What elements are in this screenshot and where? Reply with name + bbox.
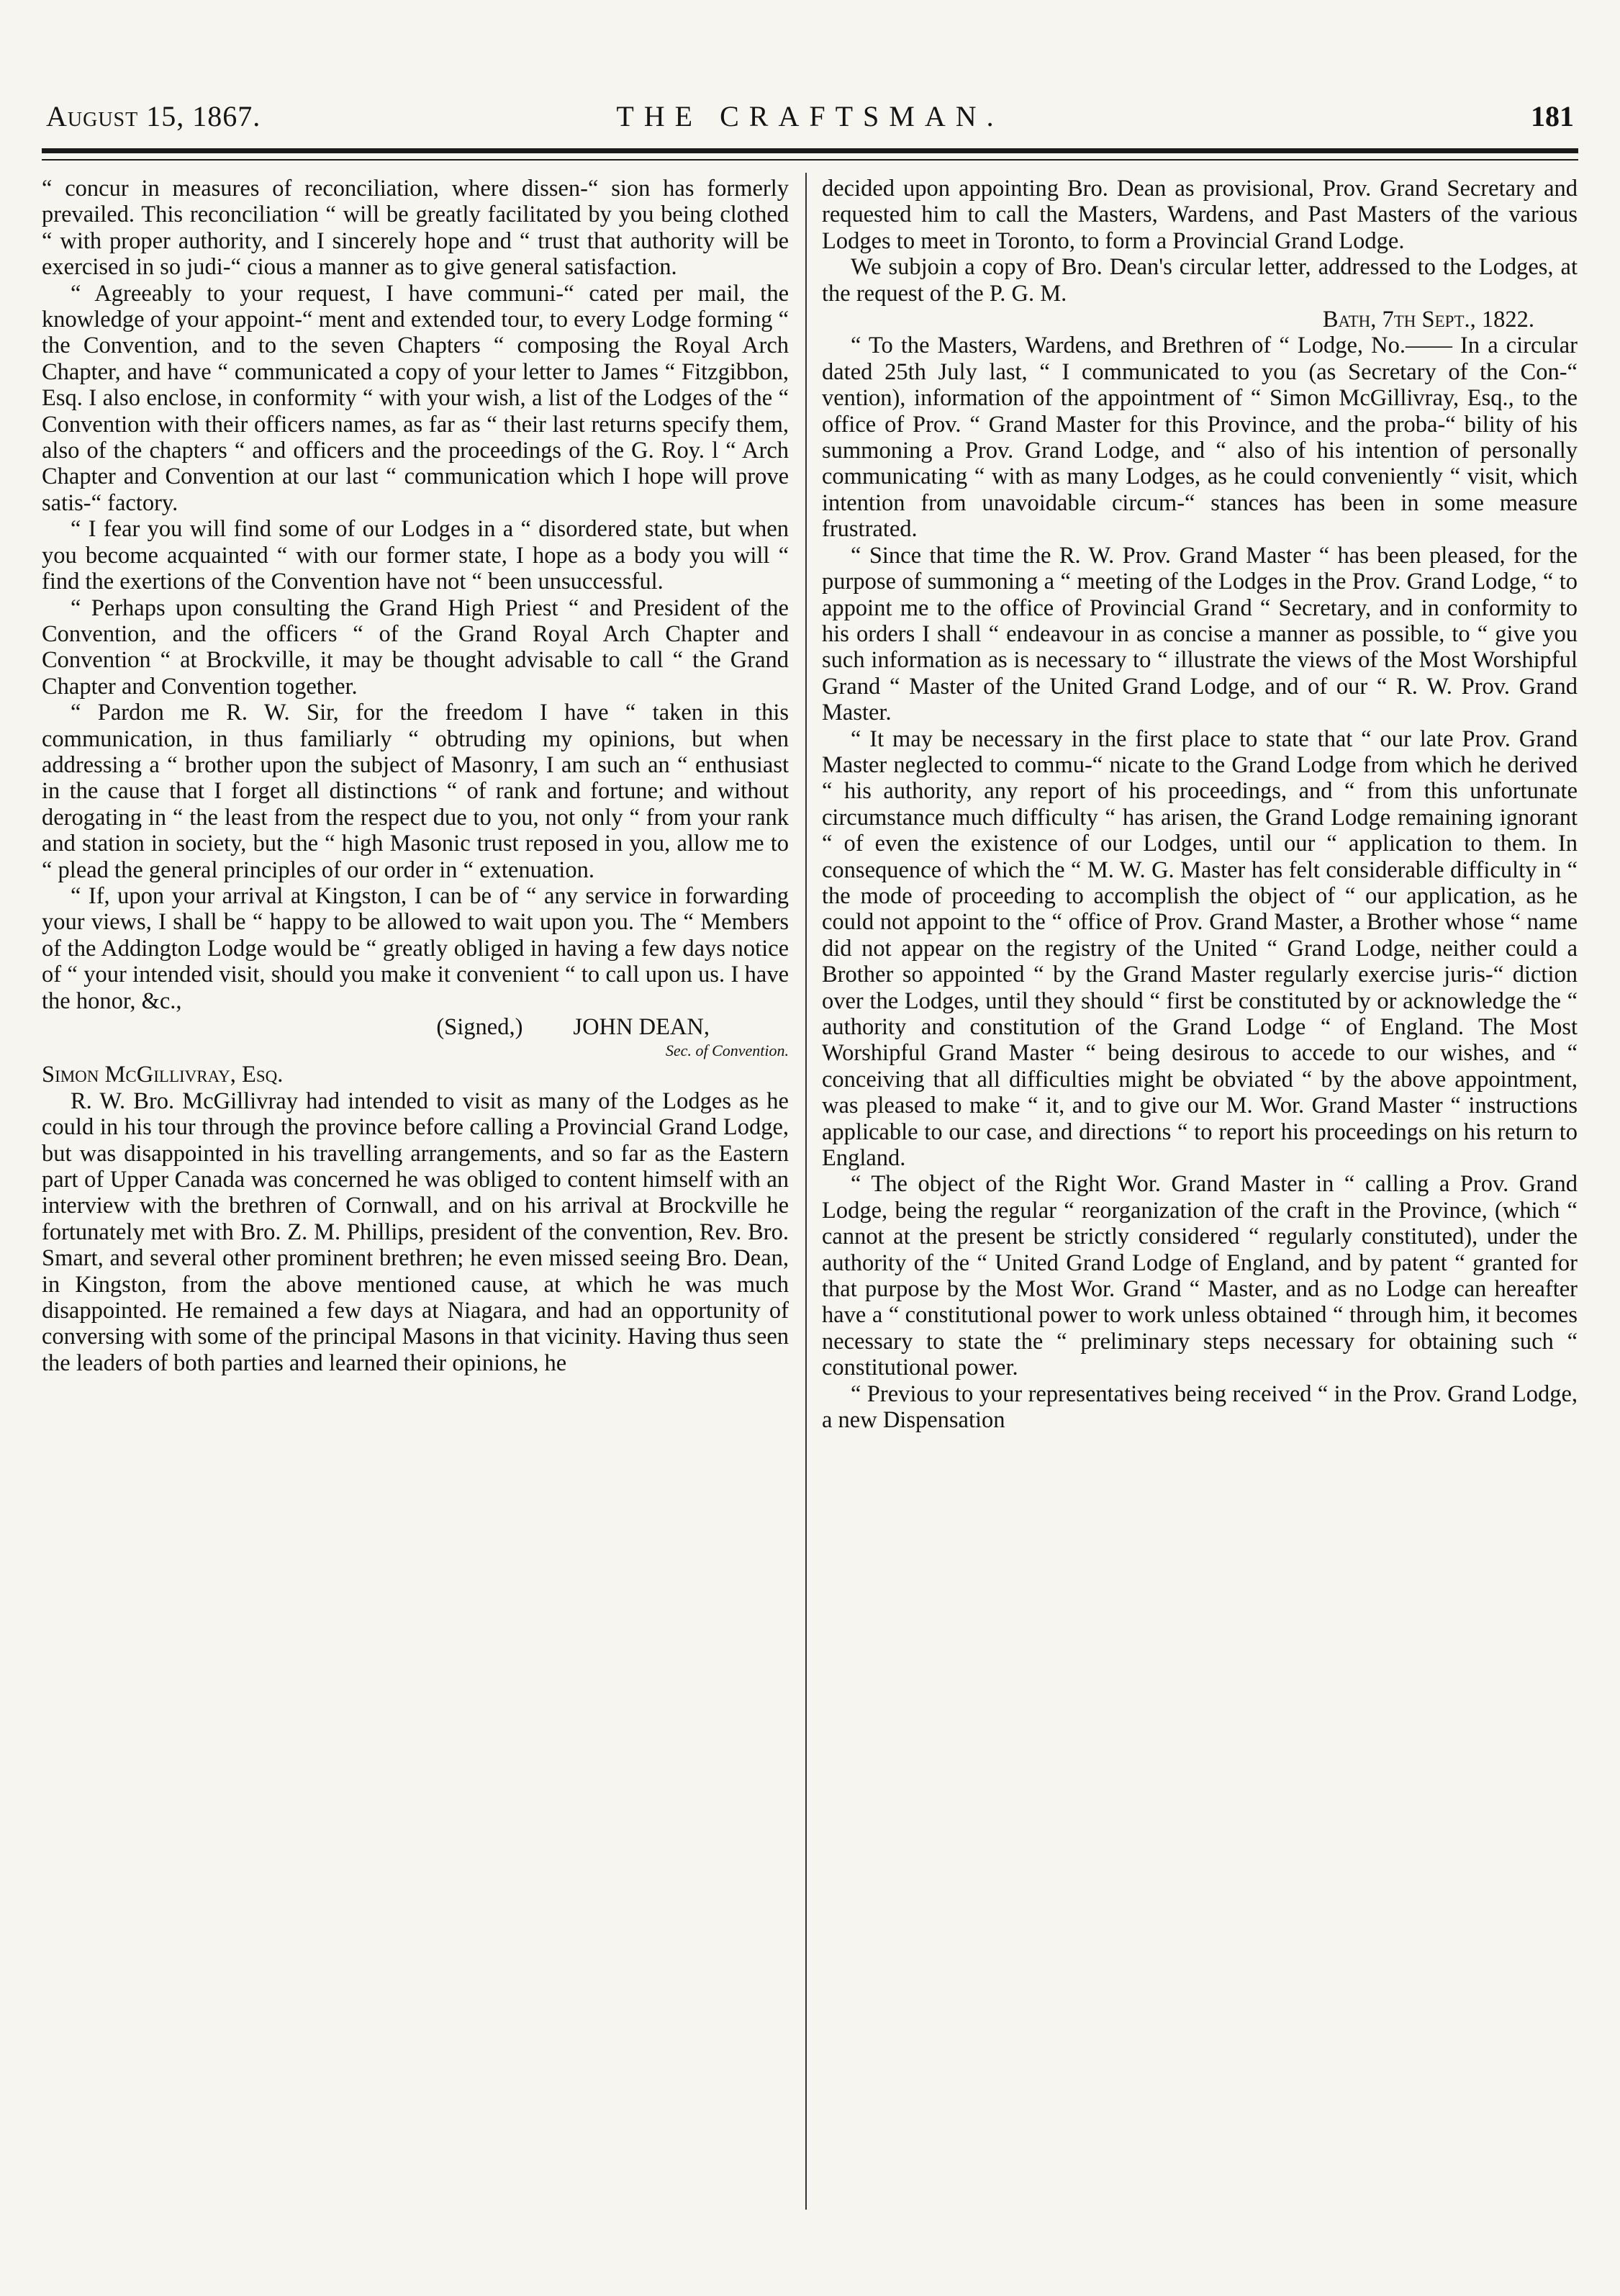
paragraph: “ Agreeably to your request, I have communi-“ cated per mail, the knowledge of your appoint-“ ment and extended tour, to every Lodge forming “ the Convention, and to the seven Chapters “ composing the Royal Arch Chapter, and have “ communicated a copy of your letter to James “ Fitzgibbon, Esq. I also enclose, in conformity “ with your wish, a list of the Lodges of the “ Convention with their officers names, as far as “ their last returns specify them, also of the chapters “ and officers and the proceedings of the G. Roy. l “ Arch Chapter and Convention at our last “ communication which I hope will prove satis-“ factory. [42,280,789,516]
paragraph: “ Previous to your representatives being received “ in the Prov. Grand Lodge, a new Dispensation [822,1380,1578,1434]
paragraph: “ I fear you will find some of our Lodges in a “ disordered state, but when you become acquainted “ with our former state, I hope as a body you will “ find the exertions of the Convention have not “ been unsuccessful. [42,516,789,595]
header-rule-thin [42,159,1578,161]
paragraph: “ To the Masters, Wardens, and Brethren of “ Lodge, No.—— In a circular dated 25th July last, “ I communicated to you (as Secretary of the Con-“ vention), information of the appointment of “ Simon McGillivray, Esq., to the office of Prov. “ Grand Master for this Province, and the proba-“ bility of his summoning a Prov. Grand Lodge, and “ also of his intention of personally communicating “ with as many Lodges, as he could conveniently “ visit, which intention from unavoidable circum-“ stances has been in some measure frustrated. [822,333,1578,543]
paragraph: decided upon appointing Bro. Dean as provisional, Prov. Grand Secretary and requested him to call the Masters, Wardens, and Past Masters of the various Lodges to meet in Toronto, to form a Provincial Grand Lodge. [822,176,1578,254]
column-divider [805,173,807,2210]
right-column [822,176,1578,2213]
paragraph: We subjoin a copy of Bro. Dean's circular letter, addressed to the Lodges, at the request of the P. G. M. [822,254,1578,307]
paragraph: “ The object of the Right Wor. Grand Master in “ calling a Prov. Grand Lodge, being the regular “ reorganization of the craft in the Province, (which “ cannot at the present be strictly considered “ regularly constituted), under the authority of the “ United Grand Lodge of England, and by patent “ granted for that purpose by the Most Wor. Grand “ Master, and as no Lodge can hereafter have a “ constitutional power to work unless obtained “ through him, it becomes necessary to state the “ preliminary steps necessary for obtaining such “ constitutional power. [822,1171,1578,1381]
page-number: 181 [1531,100,1574,132]
paragraph: “ It may be necessary in the first place to state that “ our late Prov. Grand Master neglected to commu-“ nicate to the Grand Lodge from which he derived “ his authority, any report of his proceedings, and “ from this unfortunate circumstance much difficulty “ has arisen, the Grand Lodge remaining ignorant “ of even the existence of our Lodges, until our “ application to them. In consequence of which the “ M. W. G. Master has felt considerable difficulty in “ the mode of proceeding to accomplish the object of “ our application, as he could not appoint to the “ office of Prov. Grand Master, a Brother whose “ name did not appear on the registry of the United “ Grand Lodge, neither could a Brother so appointed “ by the Grand Master regularly exercise juris-“ diction over the Lodges, until they should “ first be constituted by or acknowledge the “ authority and constitution of the Grand Lodge “ of England. The Most Worshipful Grand Master “ being desirous to accede to our wishes, and “ conceiving that all difficulties might be obviated “ by the above appointment, was pleased to make “ it, and to give our M. Wor. Grand Master “ instructions applicable to our case, and directions “ to report his proceedings on his return to England. [822,726,1578,1172]
paragraph: R. W. Bro. McGillivray had intended to visit as many of the Lodges as he could in his tour through the province before calling a Provincial Grand Lodge, but was disappointed in his travelling arrangements, and so far as the Eastern part of Upper Canada was concerned he was obliged to content himself with an interview with the brethren of Cornwall, and on his arrival at Brockville he fortunately met with Bro. Z. M. Phillips, president of the convention, Rev. Bro. Smart, and several other prominent brethren; he even missed seeing Bro. Dean, in Kingston, from the above mentioned cause, at which he was much disappointed. He remained a few days at Niagara, and had an opportunity of conversing with some of the principal Masons in that vicinity. Having thus seen the leaders of both parties and learned their opinions, he [42,1088,789,1376]
dateline: Bath, 7th Sept., 1822. [1322,307,1534,333]
paragraph: “ Perhaps upon consulting the Grand High Priest “ and President of the Convention, and the officers “ of the Grand Royal Arch Chapter and Convention “ at Brockville, it may be thought advisable to call “ the Grand Chapter and Convention together. [42,595,789,700]
paragraph: “ Pardon me R. W. Sir, for the freedom I have “ taken in this communication, in thus familiarly “ obtruding my opinions, but when addressing a “ brother upon the subject of Masonry, I am such an “ enthusiast in the cause that I forget all distinctions “ of rank and fortune; and without derogating in “ the least from the respect due to you, not only “ from your rank and station in society, but the “ high Masonic trust reposed in you, allow me to “ plead the general principles of our order in “ extenuation. [42,700,789,883]
page-header [42,95,1578,138]
left-column [42,176,789,2213]
paragraph: “ If, upon your arrival at Kingston, I can be of “ any service in forwarding your views, I shall be “ happy to be allowed to wait upon you. The “ Members of the Addington Lodge would be “ greatly obliged in having a few days notice of “ your intended visit, should you make it convenient “ to call upon us. I have the honor, &c., [42,882,789,1014]
issue-date: August 15, 1867. [46,100,261,132]
signature-line [42,1014,789,1040]
publication-title: THE CRAFTSMAN. [616,100,1004,132]
signer-title: Sec. of Convention. [665,1041,789,1060]
signed-name: JOHN DEAN, [573,1014,710,1040]
signed-label: (Signed,) [436,1014,523,1040]
paragraph: “ concur in measures of reconciliation, where dissen-“ sion has formerly prevailed. This reconciliation “ will be greatly facilitated by you being clothed “ with proper authority, and I sincerely hope and “ trust that authority will be exercised in so judi-“ cious a manner as to give general satisfaction. [42,176,789,281]
header-rule-thick [42,148,1578,153]
paragraph: “ Since that time the R. W. Prov. Grand Master “ has been pleased, for the purpose of summoning a “ meeting of the Lodges in the Prov. Grand Lodge, “ to appoint me to the office of Provincial Grand “ Secretary, and in conformity to his orders I shall “ endeavour in as concise a manner as possible, to “ give you such information as is necessary to “ illustrate the views of the Most Worshipful Grand “ Master of the United Grand Lodge, and of our “ R. W. Prov. Grand Master. [822,542,1578,726]
addressee: Simon McGillivray, Esq. [42,1062,284,1088]
